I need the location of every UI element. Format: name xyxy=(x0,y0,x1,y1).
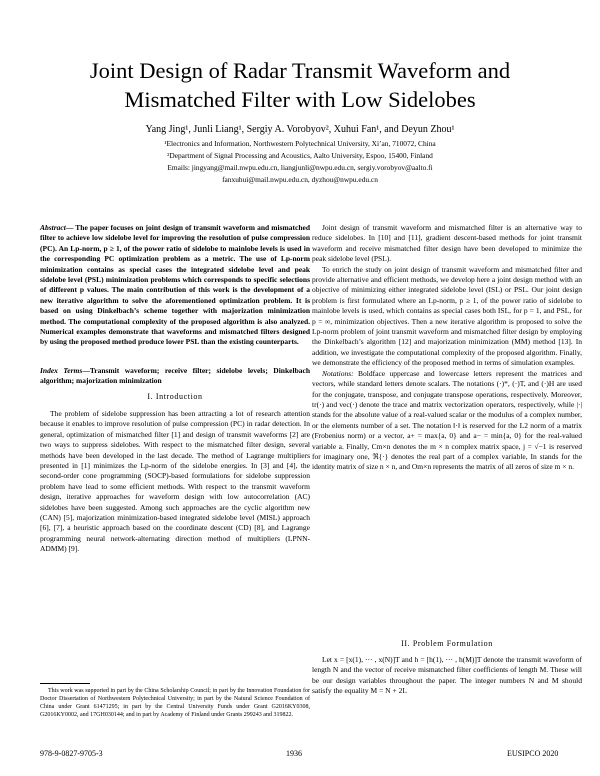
funding-footnote: This work was supported in part by the China Scholarship Council; in part by the Innovation Foundation for Doctor Dissertation of Northwestern Polytechnical University; in part by the Natural Science Foundation of China under Grant 61471295; in part by the Central University Funds under Grant G2016KY0308, G2016KY0002, and 17GH030144; and in part by Academy of Finland under Grants 299243 and 319822. xyxy=(40,688,310,718)
section-heading-problem-formulation: II. Problem Formulation xyxy=(401,639,493,648)
emails-line-1: Emails: jingyang@mail.nwpu.edu.cn, liangjunli@nwpu.edu.cn, sergiy.vorobyov@aalto.fi xyxy=(167,163,433,172)
footer-isbn: 978-9-0827-9705-3 xyxy=(40,749,103,758)
emails-line-2: fanxuhui@mail.nwpu.edu.cn, dyzhou@nwpu.edu.cn xyxy=(222,175,378,184)
right-column-body xyxy=(312,223,582,473)
problem-formulation-body xyxy=(312,655,582,697)
notations-label: Notations: xyxy=(322,368,354,378)
footer-conference: EUSIPCO 2020 xyxy=(507,749,559,758)
abstract xyxy=(40,223,310,348)
affiliation-1: ¹Electronics and Information, Northwestern Polytechnical University, Xi’an, 710072, China xyxy=(164,139,436,148)
section-heading-introduction: I. Introduction xyxy=(147,392,203,401)
index-terms-label: Index Terms xyxy=(40,366,83,375)
introduction-body xyxy=(40,409,310,555)
title-line-1: Joint Design of Radar Transmit Waveform and xyxy=(89,58,511,83)
paragraph: Let x = [x(1), ··· , x(N)]T and h = [h(1), ··· , h(M)]T denote the transmit waveform of length N and the vector of receive mismatched filter coefficients of length M. These will be our design variables throughout the paper. The integer numbers N and M should satisfy the equality M = N + 2L xyxy=(312,655,582,696)
footer-page-number: 1936 xyxy=(286,749,302,758)
author-list: Yang Jing¹, Junli Liang¹, Sergiy A. Vorobyov², Xuhui Fan¹, and Deyun Zhou¹ xyxy=(145,124,455,135)
notations-paragraph xyxy=(312,369,582,473)
notations-text: Boldface uppercase and lowercase letters represent the matrices and vectors, while standard letters denote scalars. The notations (·)*, (·)T, and (·)H are used for the conjugate, transpose, and conjugate transpose operations, respectively. Moreover, tr(·) and vec(·) denote the trace and matrix vectorization operators, respectively, while |·| stands for the absolute value of a real-valued scalar or the modulus of a complex number, or the elements number of a set. The notation ‖·‖ is reserved for the L2 norm of a matrix (Frobenius norm) or a vector, a+ = max{a, 0} and a− = min{a, 0} for the real-valued variable a. Finally, Cm×n denotes the m × n complex matrix space, j = √−1 is reserved for imaginary one, ℜ{·} denotes the real part of a complex variable, In stands for the identity matrix of size n × n, and Om×n represents the matrix of all zeros of size m × n. xyxy=(312,368,582,472)
index-terms xyxy=(40,366,310,387)
footnote-divider xyxy=(40,683,90,684)
paragraph: The problem of sidelobe suppression has been attracting a lot of research attention because it enables to improve resolution of pulse compression (PC) in radar detection. In general, optimization of mismatched filter [1] and design of transmit waveforms [2] are two ways to suppress sidelobes. With respect to the mismatched filter design, several methods have been developed in the last decade. The method of Lagrange multipliers presented in [1] minimizes the Lp-norm of the sidelobe energies. In [3] and [4], the second-order cone programming (SOCP)-based formulations for sidelobe suppression problem have lead to some efficient methods. With respect to the transmit waveform design, iterative approaches for waveform design with low autocorrelation (AC) sidelobes have been suggested. Among such approaches are the cyclic algorithm new (CAN) [5], majorization minimization-based integrated sidelobe level (MISL) approach [6], [7], a heuristic approach based on the coordinate descent (CD) [8], and Lagrange programming neural network-alternating direction method of multipliers (LPNN-ADMM) [9]. xyxy=(40,409,310,554)
paragraph: Joint design of transmit waveform and mismatched filter is an alternative way to reduce sidelobes. In [10] and [11], gradient descent-based methods for joint transmit waveform and receive mismatched filter design have been developed to minimize the peak sidelobe level (PSL). xyxy=(312,223,582,264)
index-terms-text: —Transmit waveform; receive filter; sidelobe levels; Dinkelbach algorithm; majorization minimization xyxy=(40,366,310,386)
affiliation-2: ²Department of Signal Processing and Acoustics, Aalto University, Espoo, 15400, Finland xyxy=(167,151,433,160)
abstract-label: Abstract xyxy=(40,223,66,232)
abstract-text: — The paper focuses on joint design of transmit waveform and mismatched filter to achieve low sidelobe level for improving the resolution of pulse compression (PC). An Lp-norm, p ≥ 1, of the power ratio of sidelobe to mainlobe levels is used in the corresponding PC optimization problem as a metric. The use of Lp-norm minimization contains as special cases the integrated sidelobe level and peak sidelobe level (PSL) minimization problems which corresponds to specific selections of different p values. The main contribution of this work is the development of a new iterative algorithm to solve the aforementioned optimization problem. It is based on using Dinkelbach’s scheme together with majorization minimization method. The computational complexity of the proposed algorithm is also analyzed. Numerical examples demonstrate that waveforms and mismatched filters designed by using the proposed method produce lower PSL than the existing counterparts. xyxy=(40,223,310,347)
paper-title xyxy=(40,56,560,114)
title-line-2: Mismatched Filter with Low Sidelobes xyxy=(124,87,476,112)
paragraph: To enrich the study on joint design of transmit waveform and mismatched filter and provide alternative and efficient methods, we develop here a joint design method with an objective of minimizing either integrated sidelobe level (ISL) or PSL. Our joint design problem is first formulated where an Lp-norm, p ≥ 1, of the power ratio of sidelobe to mainlobe levels is used, which contains as special cases both ISL, for p = 1, and PSL, for p = ∞, minimization objectives. Then a new iterative algorithm is proposed to solve the Lp-norm problem of joint transmit waveform and mismatched filter design by employing the Dinkelbach’s algorithm [12] and majorization minimization (MM) method [13]. In addition, we investigate the computational complexity of the proposed algorithm. Finally, we demonstrate the efficiency of the proposed method in terms of simulation examples. xyxy=(312,264,582,368)
